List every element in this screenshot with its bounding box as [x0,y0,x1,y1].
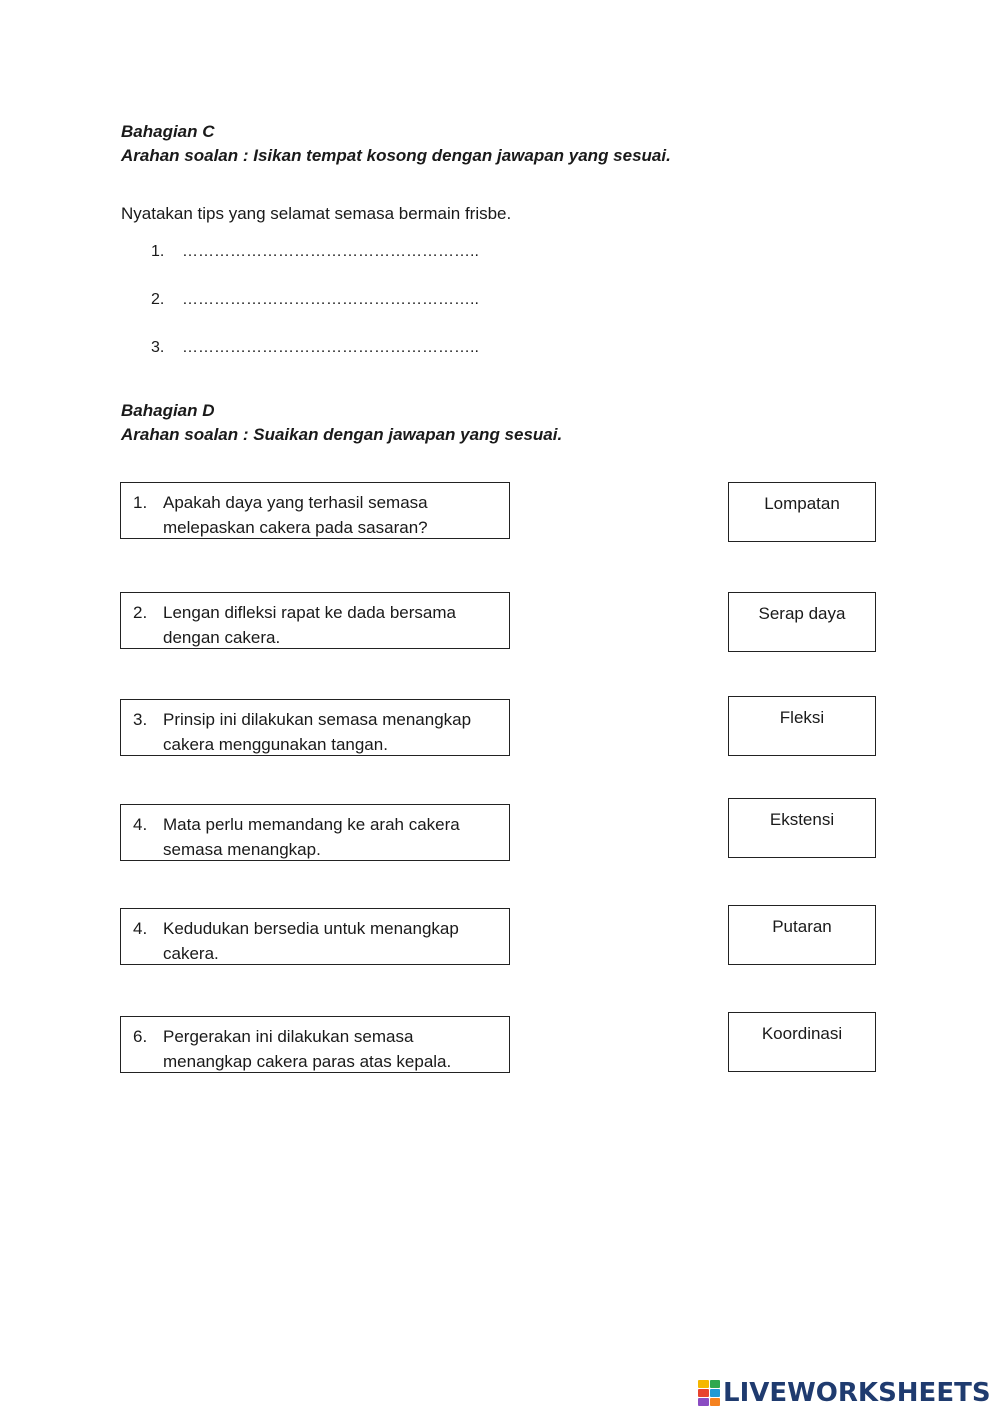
question-number: 6. [133,1027,148,1046]
answer-box-putaran[interactable] [728,905,876,965]
blank-dots: ……………………………………………….. [182,243,479,260]
question-box-3[interactable] [120,699,510,756]
question-text: Prinsip ini dilakukan semasa menangkap cakera menggunakan tangan. [163,710,472,754]
question-number: 2. [133,603,148,622]
question-text: Pergerakan ini dilakukan semasa menangkap cakera paras atas kepala. [163,1027,452,1071]
answer-blank-3[interactable] [151,338,479,358]
question-box-5[interactable] [120,908,510,965]
question-text: Apakah daya yang terhasil semasa melepaskan cakera pada sasaran? [163,493,428,537]
section-c-prompt: Nyatakan tips yang selamat semasa bermain frisbe. [121,204,512,223]
brand-name: LIVEWORKSHEETS [723,1378,991,1408]
question-text: Mata perlu memandang ke arah cakera semasa menangkap. [163,815,460,859]
answer-blank-1[interactable] [151,242,479,262]
answer-label: Lompatan [764,494,840,513]
answer-label: Fleksi [779,708,825,727]
question-box-1[interactable] [120,482,510,539]
question-text: Lengan difleksi rapat ke dada bersama dengan cakera. [163,603,456,647]
question-box-2[interactable] [120,592,510,649]
question-number: 3. [133,710,148,729]
question-number: 4. [133,919,148,938]
blank-dots: ……………………………………………….. [182,339,479,356]
answer-blank-2[interactable] [151,290,479,310]
question-number: 4. [133,815,148,834]
blank-number: 3. [151,339,165,356]
section-c-title: Bahagian C [121,122,215,141]
answer-box-koordinasi[interactable] [728,1012,876,1072]
answer-box-fleksi[interactable] [728,696,876,756]
question-box-6[interactable] [120,1016,510,1073]
question-text: Kedudukan bersedia untuk menangkap cakera. [163,919,459,963]
question-box-4[interactable] [120,804,510,861]
answer-box-ekstensi[interactable] [728,798,876,858]
answer-label: Ekstensi [769,810,835,829]
liveworksheets-logo [698,1376,991,1410]
question-number: 1. [133,493,148,512]
answer-box-serap-daya[interactable] [728,592,876,652]
section-d-instruction: Arahan soalan : Suaikan dengan jawapan yang sesuai. [121,425,563,444]
section-d-title: Bahagian D [121,401,215,420]
answer-label: Serap daya [758,604,846,623]
blank-number: 2. [151,291,165,308]
answer-box-lompatan[interactable] [728,482,876,542]
answer-label: Putaran [772,917,832,936]
answer-label: Koordinasi [761,1024,843,1043]
section-c-instruction: Arahan soalan : Isikan tempat kosong dengan jawapan yang sesuai. [121,146,671,165]
blank-number: 1. [151,243,165,260]
blank-dots: ……………………………………………….. [182,291,479,308]
liveworksheets-icon [698,1380,720,1406]
